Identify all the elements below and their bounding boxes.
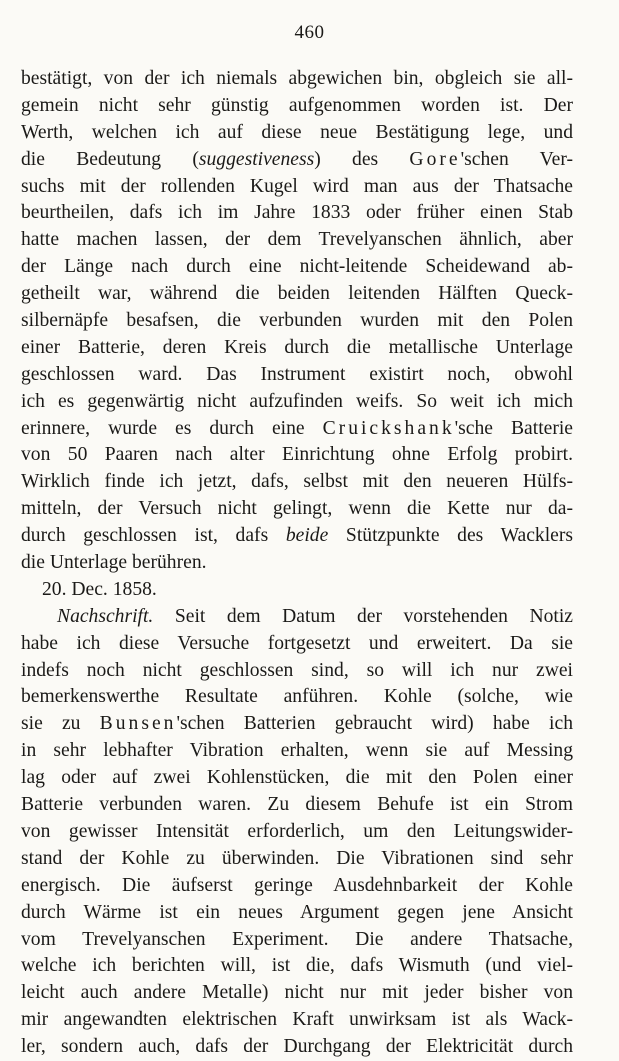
text-segment: Stützpunkte des Wacklers	[328, 525, 573, 547]
text-line	[21, 550, 573, 577]
text-line	[21, 66, 573, 93]
text-segment: von 50 Paaren nach alter Einrichtung ohne Erfolg probirt.	[21, 444, 573, 466]
text-line	[21, 1034, 573, 1061]
text-line	[21, 120, 573, 147]
text-line	[21, 684, 573, 711]
text-segment: mitteln, der Versuch nicht gelingt, wenn die Kette nur da-	[21, 498, 573, 520]
body-text	[21, 66, 573, 1061]
text-line	[21, 846, 573, 873]
text-segment: ich es gegenwärtig nicht aufzufinden weifs. So weit ich mich	[21, 390, 573, 412]
text-segment: hatte machen lassen, der dem Trevelyanschen ähnlich, aber	[21, 229, 573, 251]
text-line	[21, 227, 573, 254]
text-line	[21, 174, 573, 201]
text-line	[21, 819, 573, 846]
text-segment: beurtheilen, dafs ich im Jahre 1833 oder früher einen Stab	[21, 202, 573, 224]
text-segment: energisch. Die äufserst geringe Ausdehnbarkeit der Kohle	[21, 874, 573, 896]
text-line	[21, 604, 573, 631]
text-segment: die Bedeutung (	[21, 148, 199, 170]
text-line	[21, 496, 573, 523]
text-segment: 'schen Batterien gebraucht wird) habe ich	[176, 713, 573, 735]
text-line	[21, 631, 573, 658]
text-segment: durch Wärme ist ein neues Argument gegen jene Ansicht	[21, 901, 573, 923]
text-segment: stand der Kohle zu überwinden. Die Vibrationen sind sehr	[21, 847, 573, 869]
text-segment: erinnere, wurde es durch eine	[21, 417, 323, 439]
text-line	[21, 362, 573, 389]
italic-text: Nachschrift.	[57, 605, 154, 627]
text-line	[21, 873, 573, 900]
text-line	[21, 953, 573, 980]
text-line	[21, 900, 573, 927]
spaced-name: Cruickshank	[322, 417, 455, 439]
text-segment: bemerkenswerthe Resultate anführen. Kohle (solche, wie	[21, 686, 573, 708]
text-segment: gemein nicht sehr günstig aufgenommen worden ist. Der	[21, 94, 573, 116]
text-line	[21, 308, 573, 335]
text-line	[21, 523, 573, 550]
text-segment: silbernäpfe besafsen, die verbunden wurden mit den Polen	[21, 310, 573, 332]
spaced-name: Bunsen	[99, 713, 177, 735]
text-segment: die Unterlage berühren.	[21, 552, 207, 574]
text-segment: indefs noch nicht geschlossen sind, so will ich nur zwei	[21, 659, 573, 681]
italic-text: beide	[285, 525, 329, 547]
text-segment: vom Trevelyanschen Experiment. Die andere Thatsache,	[21, 928, 573, 950]
text-line	[21, 792, 573, 819]
text-line	[21, 658, 573, 685]
text-segment: durch geschlossen ist, dafs	[21, 525, 286, 547]
text-segment: Wirklich finde ich jetzt, dafs, selbst mit den neueren Hülfs-	[21, 471, 573, 493]
text-line	[21, 469, 573, 496]
text-line	[21, 147, 573, 174]
text-segment: bestätigt, von der ich niemals abgewichen bin, obgleich sie all-	[21, 68, 573, 89]
page-number: 460	[294, 22, 325, 43]
text-line	[21, 335, 573, 362]
text-segment: 'sche Batterie	[454, 417, 573, 439]
text-line	[21, 389, 573, 416]
text-segment: von gewisser Intensität erforderlich, um den Leitungswider-	[21, 820, 573, 842]
text-line	[21, 200, 573, 227]
text-segment: in sehr lebhafter Vibration erhalten, wenn sie auf Messing	[21, 740, 573, 762]
text-line	[21, 738, 573, 765]
italic-text: suggestiveness	[198, 148, 315, 170]
text-segment: lag oder auf zwei Kohlenstücken, die mit den Polen einer	[21, 767, 573, 789]
text-segment: habe ich diese Versuche fortgesetzt und erweitert. Da sie	[21, 632, 573, 654]
text-segment: sie zu	[21, 713, 100, 735]
text-segment: suchs mit der rollenden Kugel wird man aus der Thatsache	[21, 175, 573, 197]
text-segment: 'schen Ver-	[460, 148, 573, 170]
text-segment: getheilt war, während die beiden leitenden Hälften Queck-	[21, 283, 573, 305]
text-line	[21, 281, 573, 308]
text-segment: ) des	[314, 148, 410, 170]
text-line	[21, 1007, 573, 1034]
text-segment: welche ich berichten will, ist die, dafs Wismuth (und viel-	[21, 955, 573, 977]
text-segment: Werth, welchen ich auf diese neue Bestätigung lege, und	[21, 121, 573, 143]
text-segment: geschlossen ward. Das Instrument existirt noch, obwohl	[21, 363, 573, 385]
text-line	[21, 442, 573, 469]
text-line	[21, 765, 573, 792]
text-segment: ler, sondern auch, dafs der Durchgang der Elektricität durch	[21, 1036, 573, 1058]
text-segment: leicht auch andere Metalle) nicht nur mit jeder bisher von	[21, 982, 573, 1004]
text-segment: Batterie verbunden waren. Zu diesem Behufe ist ein Strom	[21, 794, 573, 816]
text-segment: mir angewandten elektrischen Kraft unwirksam ist als Wack-	[21, 1009, 573, 1031]
text-line	[21, 416, 573, 443]
text-line	[21, 711, 573, 738]
text-line	[21, 254, 573, 281]
text-segment: 20. Dec. 1858.	[42, 578, 157, 600]
text-line	[21, 93, 573, 120]
text-line	[21, 980, 573, 1007]
text-line	[21, 927, 573, 954]
spaced-name: Gore	[409, 148, 461, 170]
text-segment: der Länge nach durch eine nicht-leitende Scheidewand ab-	[21, 256, 573, 278]
text-segment: einer Batterie, deren Kreis durch die metallische Unterlage	[21, 336, 573, 358]
text-segment: Seit dem Datum der vorstehenden Notiz	[153, 605, 573, 627]
date-line	[21, 577, 573, 604]
